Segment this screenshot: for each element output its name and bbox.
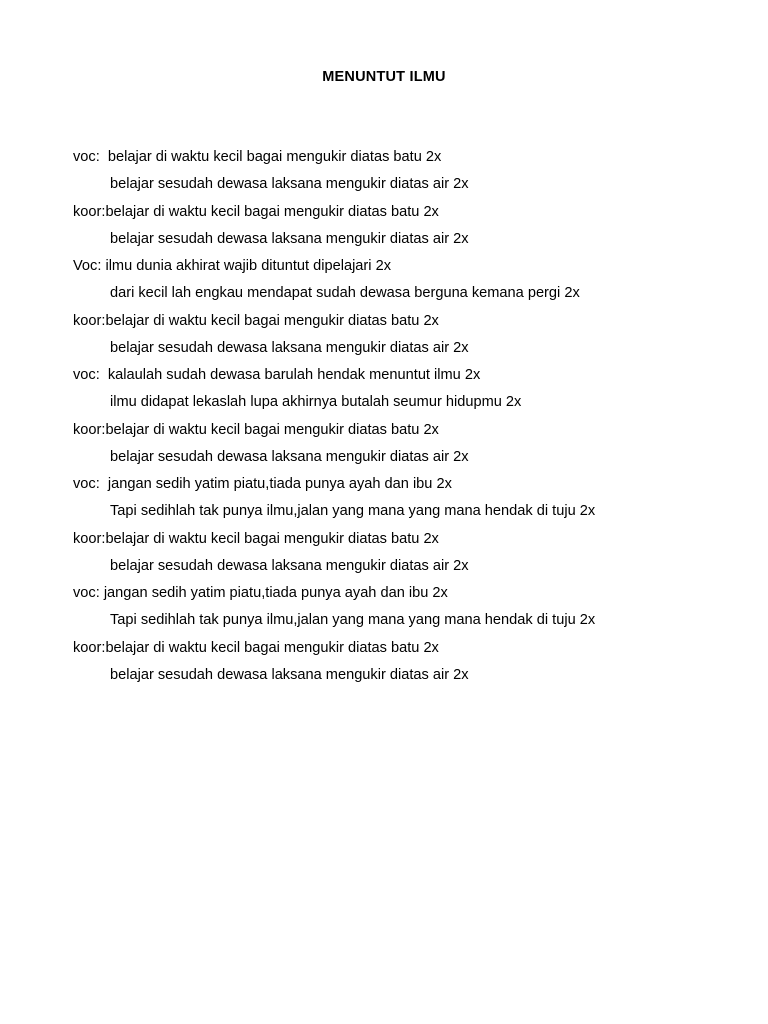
lyric-line-continuation: [0, 501, 768, 528]
lyric-text: koor:belajar di waktu kecil bagai mengukir diatas batu 2x: [73, 530, 439, 547]
lyric-line-voc: [0, 256, 768, 283]
lyric-text: belajar sesudah dewasa laksana mengukir diatas air 2x: [110, 448, 469, 465]
lyric-line-continuation: [0, 556, 768, 583]
lyric-line-continuation: [0, 174, 768, 201]
lyric-text: Voc: ilmu dunia akhirat wajib dituntut dipelajari 2x: [73, 258, 391, 274]
lyric-line-voc: [0, 147, 768, 174]
lyric-line-voc: [0, 365, 768, 392]
lyric-text: voc: kalaulah sudah dewasa barulah hendak menuntut ilmu 2x: [73, 367, 481, 383]
lyric-line-voc: [0, 474, 768, 501]
lyric-text: dari kecil lah engkau mendapat sudah dewasa berguna kemana pergi 2x: [110, 285, 580, 302]
lyric-line-koor: [0, 529, 768, 556]
lyric-line-continuation: [0, 338, 768, 365]
lyric-text: koor:belajar di waktu kecil bagai mengukir diatas batu 2x: [73, 421, 439, 438]
lyric-line-koor: [0, 420, 768, 447]
lyric-text: koor:belajar di waktu kecil bagai mengukir diatas batu 2x: [73, 312, 439, 329]
lyric-line-continuation: [0, 665, 768, 692]
lyric-line-continuation: [0, 447, 768, 474]
lyric-text: belajar sesudah dewasa laksana mengukir diatas air 2x: [110, 557, 469, 574]
lyric-line-koor: [0, 311, 768, 338]
lyric-text: voc: belajar di waktu kecil bagai mengukir diatas batu 2x: [73, 149, 442, 165]
lyric-text: Tapi sedihlah tak punya ilmu,jalan yang mana yang mana hendak di tuju 2x: [110, 612, 596, 629]
lyric-text: ilmu didapat lekaslah lupa akhirnya butalah seumur hidupmu 2x: [110, 394, 522, 411]
lyric-line-continuation: [0, 283, 768, 310]
lyric-line-continuation: [0, 610, 768, 637]
lyric-text: belajar sesudah dewasa laksana mengukir diatas air 2x: [110, 230, 469, 247]
lyric-text: Tapi sedihlah tak punya ilmu,jalan yang mana yang mana hendak di tuju 2x: [110, 503, 596, 520]
lyric-line-koor: [0, 638, 768, 665]
lyric-line-voc: [0, 583, 768, 610]
lyric-line-koor: [0, 202, 768, 229]
lyric-text: voc: jangan sedih yatim piatu,tiada punya ayah dan ibu 2x: [73, 585, 448, 601]
lyric-line-continuation: [0, 392, 768, 419]
page-title: MENUNTUT ILMU: [322, 69, 446, 85]
lyric-text: belajar sesudah dewasa laksana mengukir diatas air 2x: [110, 666, 469, 683]
lyric-text: voc: jangan sedih yatim piatu,tiada punya ayah dan ibu 2x: [73, 476, 452, 492]
lyric-text: belajar sesudah dewasa laksana mengukir diatas air 2x: [110, 339, 469, 356]
lyric-text: koor:belajar di waktu kecil bagai mengukir diatas batu 2x: [73, 203, 439, 220]
lyric-line-continuation: [0, 229, 768, 256]
lyrics-body: [0, 147, 768, 692]
lyric-text: belajar sesudah dewasa laksana mengukir diatas air 2x: [110, 176, 469, 193]
lyric-text: koor:belajar di waktu kecil bagai mengukir diatas batu 2x: [73, 639, 439, 656]
